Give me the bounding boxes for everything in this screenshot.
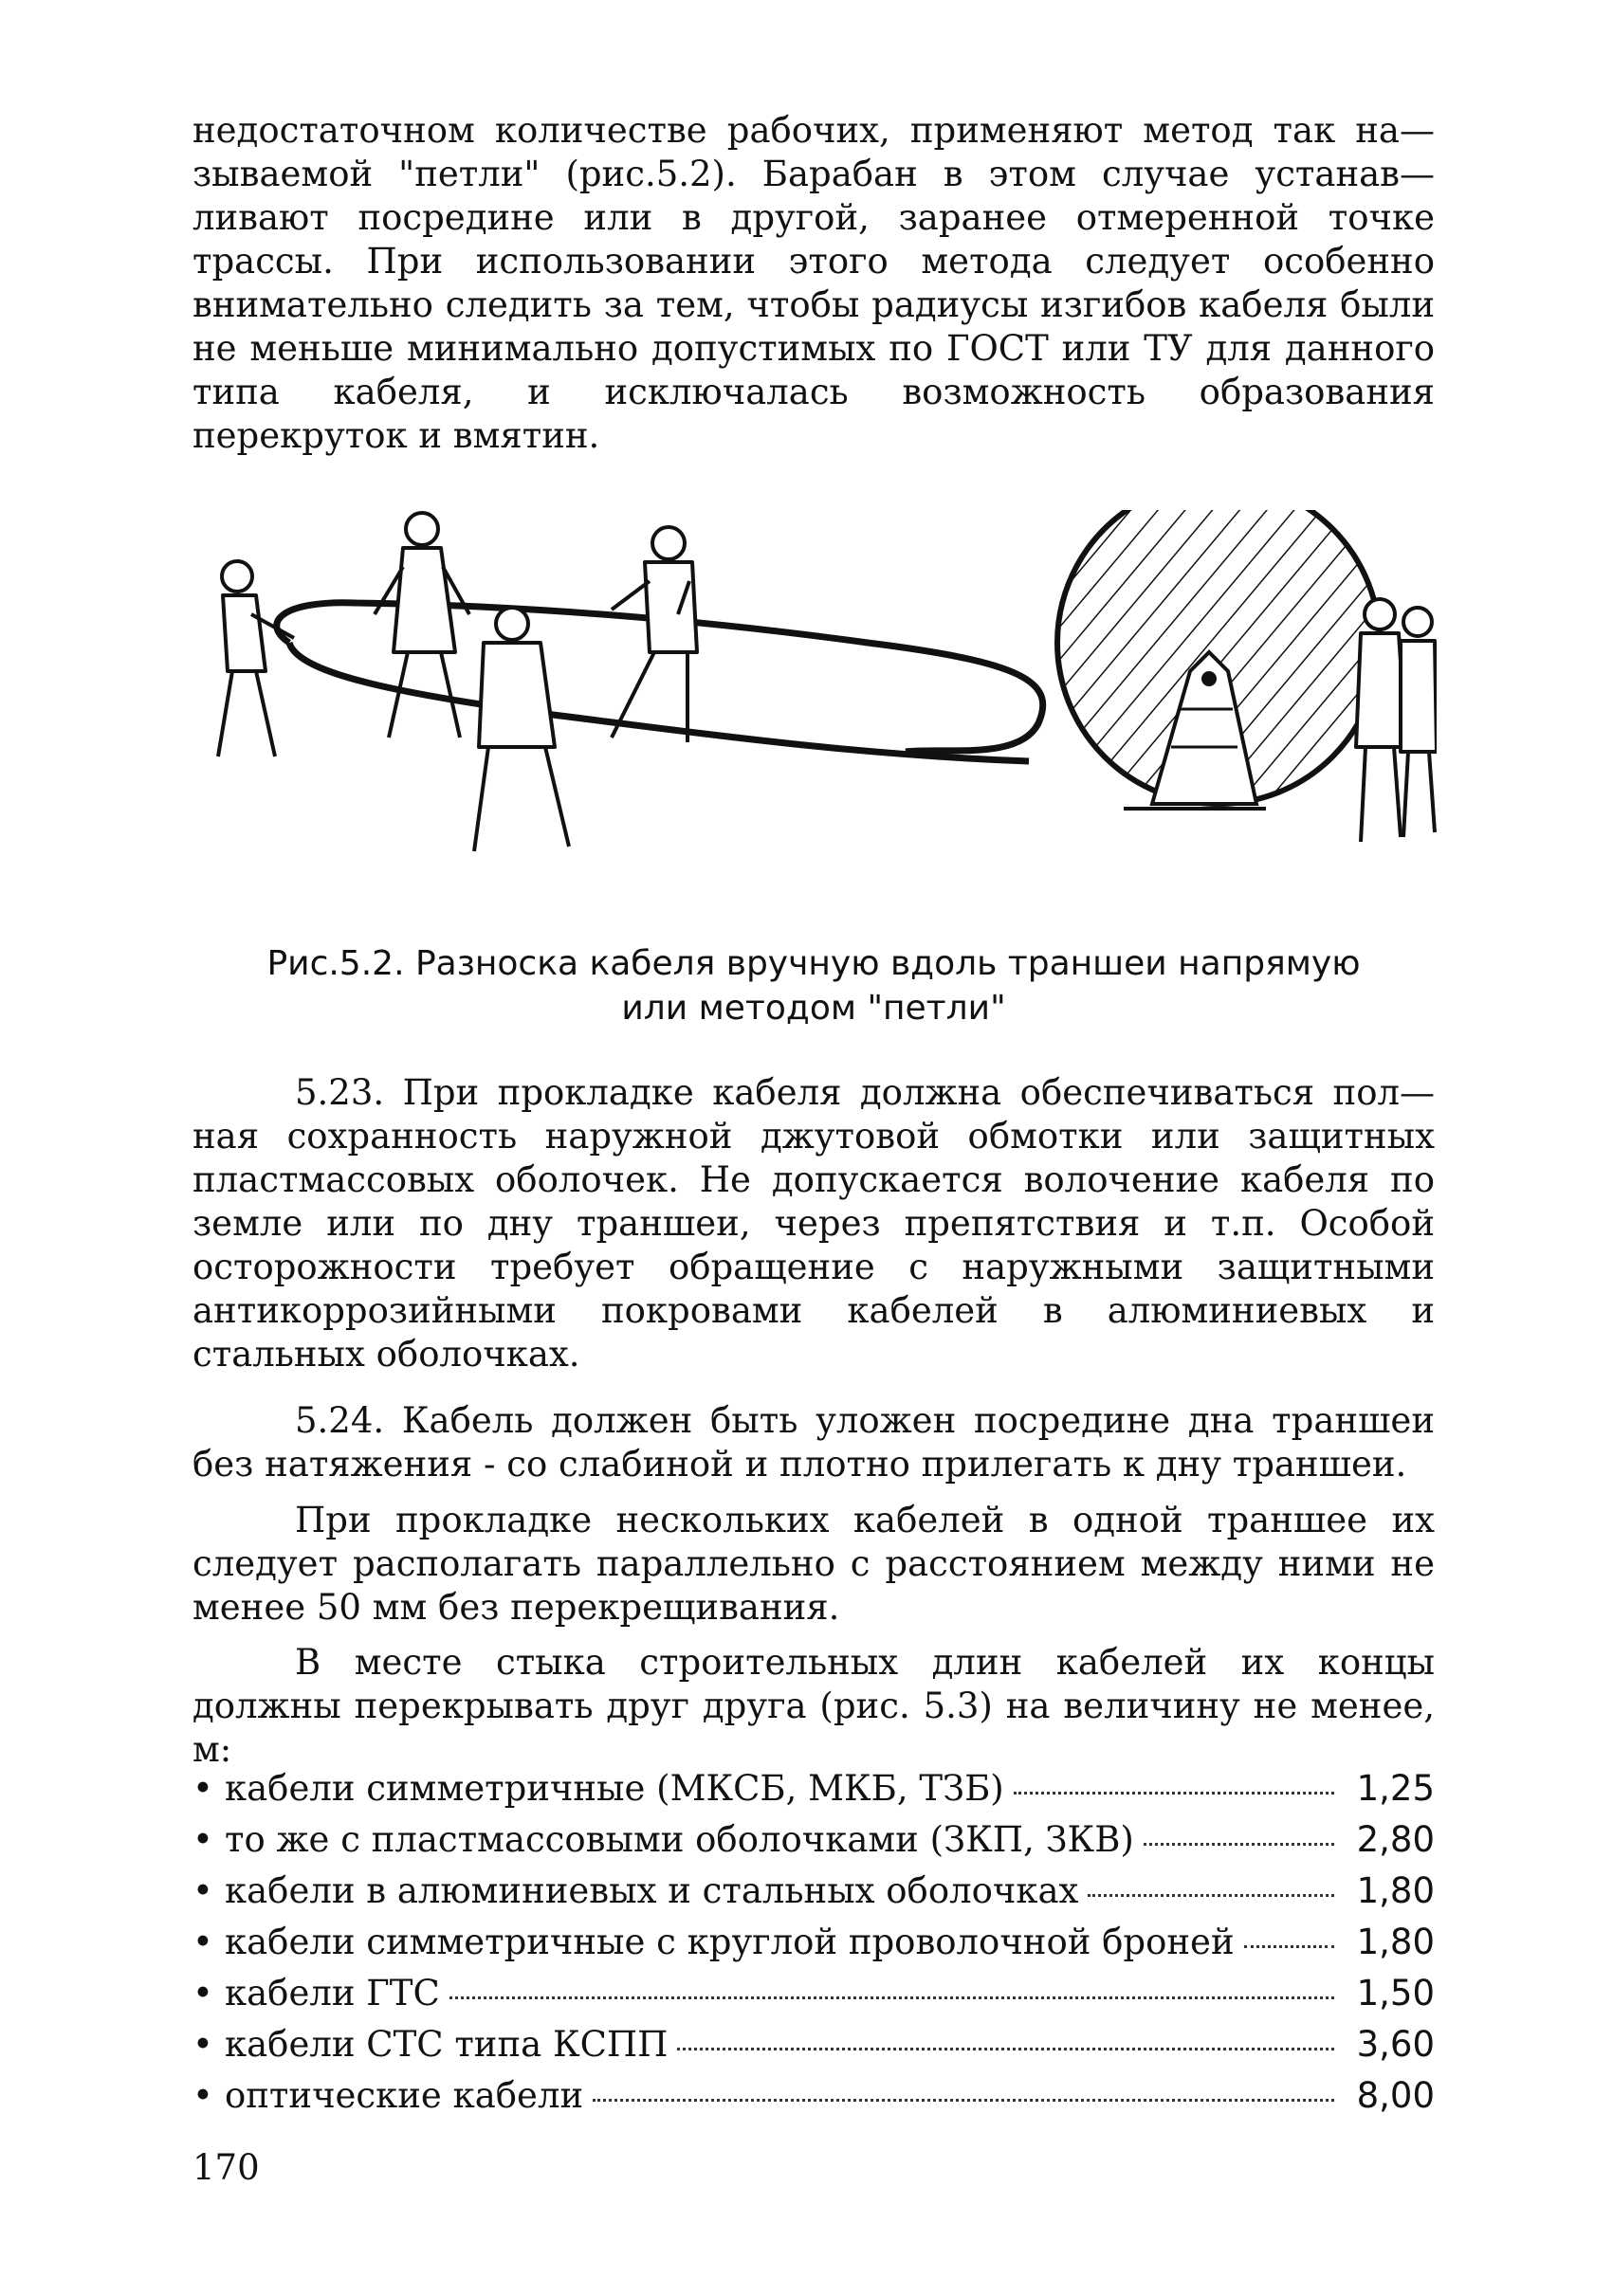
cable-type: кабели симметричные (МКСБ, МКБ, ТЗБ) (225, 1768, 1004, 1809)
page-number: 170 (192, 2147, 260, 2188)
overlap-value: 1,80 (1356, 1922, 1435, 1962)
dot-leader (1014, 1792, 1334, 1795)
bullet-icon: • (192, 1973, 213, 2014)
bullet-icon: • (192, 1870, 213, 1911)
cable-loop-illustration (204, 510, 1437, 908)
overlap-value: 3,60 (1356, 2024, 1435, 2065)
bullet-icon: • (192, 1819, 213, 1860)
list-item (192, 1917, 1435, 1968)
figure-caption-line1: Рис.5.2. Разноска кабеля вручную вдоль траншеи напрямую (266, 944, 1361, 983)
figure-caption (192, 941, 1435, 1030)
list-item (192, 1866, 1435, 1917)
list-item (192, 1968, 1435, 2019)
overlap-value: 1,50 (1356, 1973, 1435, 2014)
figure-caption-line2: или методом "петли" (621, 989, 1006, 1028)
cable-overlap-list (192, 1763, 1435, 2122)
cable-drum (1057, 510, 1380, 809)
paragraph-5-24: 5.24. Кабель должен быть уложен посредине дна траншеи без натяжения - со слабиной и плотно прилегать к дну траншеи. (192, 1400, 1435, 1485)
paragraph-joint-overlap: В месте стыка строительных длин кабелей их концы должны перекрывать друг друга (рис. 5.3) на величину не менее, м: (192, 1642, 1435, 1770)
list-item (192, 2070, 1435, 2122)
cable-type: кабели в алюминиевых и стальных оболочках (225, 1870, 1079, 1911)
dot-leader (1244, 1945, 1334, 1948)
bullet-icon: • (192, 2075, 213, 2116)
dot-leader (449, 1996, 1334, 1999)
dot-leader (1088, 1894, 1334, 1897)
list-item (192, 2019, 1435, 2070)
overlap-value: 1,25 (1356, 1768, 1435, 1809)
overlap-value: 8,00 (1356, 2075, 1435, 2116)
cable-type: оптические кабели (225, 2075, 584, 2116)
cable-type: кабели СТС типа КСПП (225, 2024, 669, 2065)
paragraph-5-23: 5.23. При прокладке кабеля должна обеспечиваться пол—ная сохранность наружной джутовой обмотки или защитных пластмассовых оболочек. Не допускается волочение кабеля по земле или по дну траншеи, через препятствия и т.п. Особой осторожности требует обращение с наружными защитными антикоррозийными покровами кабелей в алюминиевых и стальных оболочках. (192, 1072, 1435, 1375)
illustration-drawing (204, 510, 1437, 908)
dot-leader (677, 2048, 1334, 2050)
cable-type: то же с пластмассовыми оболочками (ЗКП, ЗКВ) (225, 1819, 1134, 1860)
overlap-value: 2,80 (1356, 1819, 1435, 1860)
dot-leader (1144, 1843, 1334, 1846)
overlap-value: 1,80 (1356, 1870, 1435, 1911)
bullet-icon: • (192, 2024, 213, 2065)
intro-paragraph: недостаточном количестве рабочих, применяют метод так на—зываемой "петли" (рис.5.2). Барабан в этом случае устанав—ливают посредине или в другой, заранее отмеренной точке трассы. При использовании этого метода следует особенно внимательно следить за тем, чтобы радиусы изгибов кабеля были не меньше минимально допустимых по ГОСТ или ТУ для данного типа кабеля, и исключалась возможность образования перекруток и вмятин. (192, 110, 1435, 456)
cable-type: кабели ГТС (225, 1973, 440, 2014)
bullet-icon: • (192, 1768, 213, 1809)
list-item (192, 1814, 1435, 1866)
paragraph-several-cables: При прокладке нескольких кабелей в одной траншее их следует располагать параллельно с расстоянием между ними не менее 50 мм без перекрещивания. (192, 1500, 1435, 1628)
dot-leader (593, 2099, 1334, 2102)
cable-type: кабели симметричные с круглой проволочной броней (225, 1922, 1235, 1962)
bullet-icon: • (192, 1922, 213, 1962)
list-item (192, 1763, 1435, 1814)
